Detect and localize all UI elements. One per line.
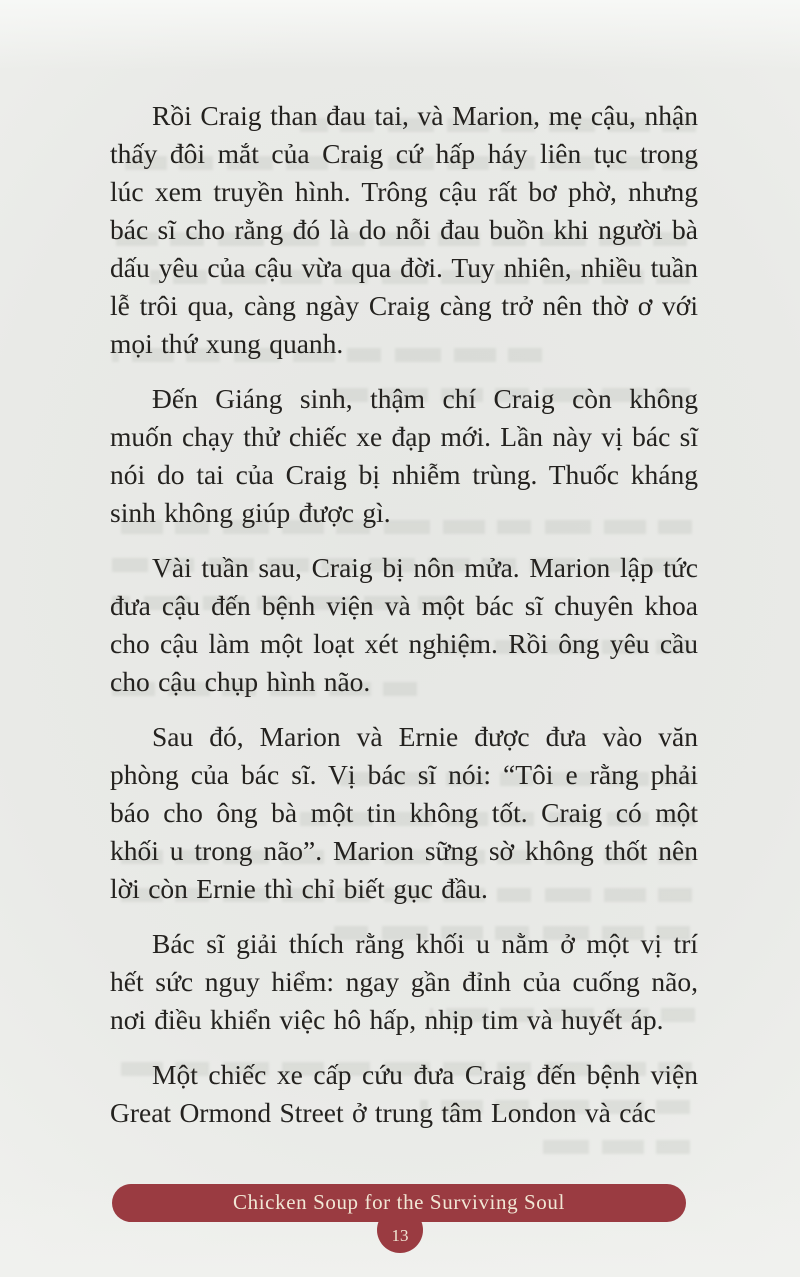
body-text	[110, 97, 698, 1149]
paragraph: Rồi Craig than đau tai, và Marion, mẹ cậu, nhận thấy đôi mắt của Craig cứ hấp háy liên tục trong lúc xem truyền hình. Trông cậu rất bơ phờ, nhưng bác sĩ cho rằng đó là do nỗi đau buồn khi người bà dấu yêu của cậu vừa qua đời. Tuy nhiên, nhiều tuần lễ trôi qua, càng ngày Craig càng trở nên thờ ơ với mọi thứ xung quanh.	[110, 100, 698, 359]
paragraph: Đến Giáng sinh, thậm chí Craig còn không muốn chạy thử chiếc xe đạp mới. Lần này vị bác sĩ nói do tai của Craig bị nhiễm trùng. Thuốc kháng sinh không giúp được gì.	[110, 383, 698, 528]
paragraph: Bác sĩ giải thích rằng khối u nằm ở một vị trí hết sức nguy hiểm: ngay gần đỉnh của cuống não, nơi điều khiển việc hô hấp, nhịp tim và huyết áp.	[110, 928, 698, 1035]
paragraph: Vài tuần sau, Craig bị nôn mửa. Marion lập tức đưa cậu đến bệnh viện và một bác sĩ chuyên khoa cho cậu làm một loạt xét nghiệm. Rồi ông yêu cầu cho cậu chụp hình não.	[110, 552, 698, 697]
paragraph: Sau đó, Marion và Ernie được đưa vào văn phòng của bác sĩ. Vị bác sĩ nói: “Tôi e rằng phải báo cho ông bà một tin không tốt. Craig có một khối u trong não”. Marion sững sờ không thốt nên lời còn Ernie thì chỉ biết gục đầu.	[110, 721, 698, 904]
footer-title-banner	[112, 1184, 686, 1222]
footer-book-title: Chicken Soup for the Surviving Soul	[233, 1189, 565, 1214]
page-number: 13	[391, 1226, 409, 1245]
paragraph: Một chiếc xe cấp cứu đưa Craig đến bệnh viện Great Ormond Street ở trung tâm London và các	[110, 1059, 698, 1128]
